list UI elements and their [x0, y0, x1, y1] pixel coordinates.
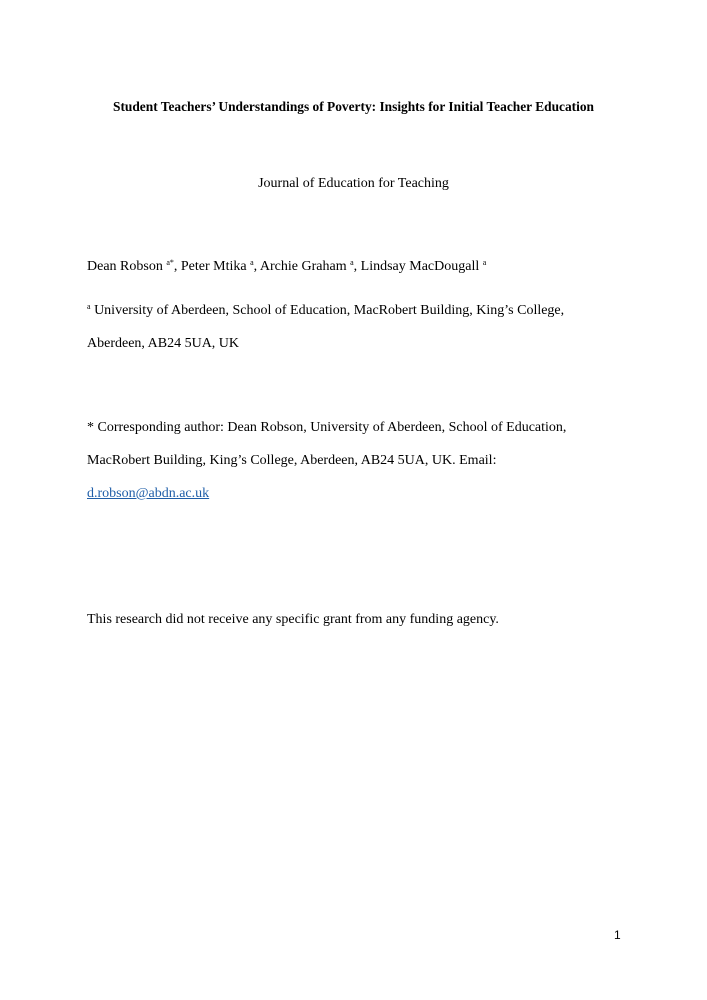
affiliation-line-1 — [87, 303, 564, 319]
author-affiliation-marker: a — [350, 258, 354, 267]
author-name: Lindsay MacDougall — [360, 259, 480, 274]
author-separator: , — [173, 259, 181, 274]
affiliation-line-2: Aberdeen, AB24 5UA, UK — [87, 336, 240, 351]
author-list — [87, 259, 486, 275]
funding-statement: This research did not receive any specific grant from any funding agency. — [87, 612, 499, 627]
author-name: Archie Graham — [259, 259, 347, 274]
paper-title: Student Teachers’ Understandings of Poverty: Insights for Initial Teacher Education — [113, 99, 594, 114]
corresponding-author-line-1: * Corresponding author: Dean Robson, University of Aberdeen, School of Education, — [87, 420, 567, 435]
corresponding-author-line-2: MacRobert Building, King’s College, Aberdeen, AB24 5UA, UK. Email: — [87, 453, 497, 468]
author-affiliation-marker: a* — [166, 258, 174, 267]
author-affiliation-marker: a — [482, 258, 487, 267]
author-name: Peter Mtika — [180, 259, 247, 274]
email-link[interactable]: d.robson@abdn.ac.uk — [87, 486, 210, 501]
affiliation-marker: a — [87, 302, 91, 311]
journal-name: Journal of Education for Teaching — [258, 176, 449, 191]
page-number: 1 — [614, 928, 621, 942]
affiliation-text: University of Aberdeen, School of Education, MacRobert Building, King’s College, — [94, 303, 565, 318]
author-name: Dean Robson — [87, 259, 163, 274]
author-separator: , — [253, 259, 260, 274]
author-affiliation-marker: a — [250, 258, 254, 267]
email-line — [87, 486, 209, 502]
author-separator: , — [353, 259, 361, 274]
